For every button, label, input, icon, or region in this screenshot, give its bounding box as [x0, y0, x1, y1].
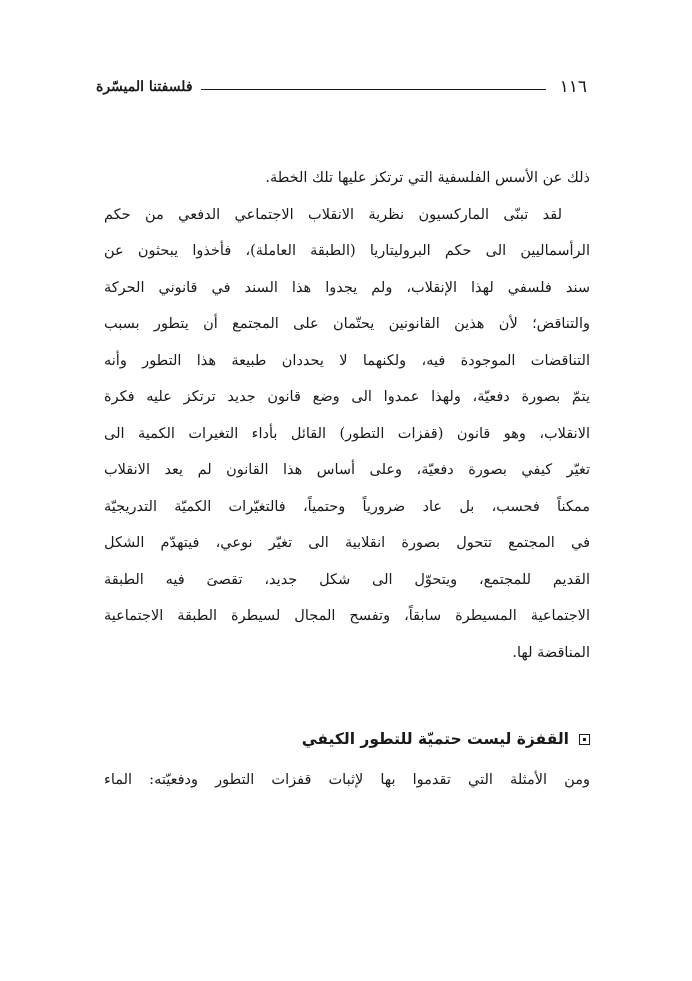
text-line: الانقلاب، وهو قانون (قفزات التطور) القائل بأداء التغيرات الكمية الى: [104, 425, 590, 442]
page-header: [96, 74, 587, 100]
running-title: فلسفتنا الميسّرة: [96, 79, 193, 95]
text-line: القديم للمجتمع، ويتحوّل الى شكل جديد، تقصىَ فيه الطبقة: [104, 571, 590, 588]
text-line: الاجتماعية المسيطرة سابقاً، وتفسح المجال لسيطرة الطبقة الاجتماعية: [104, 608, 590, 624]
header-rule: [201, 89, 546, 90]
text-line: يتمّ بصورة دفعيّة، ولهذا عمدوا الى وضع قانون جديد ترتكز عليه فكرة: [104, 389, 590, 405]
text-line: التناقضات الموجودة فيه، ولكنهما لا يحددان طبيعة هذا التطور وأنه: [104, 352, 590, 369]
text-line: لقد تبنّى الماركسيون نظرية الانقلاب الاجتماعي الدفعي من حكم: [104, 206, 562, 223]
text-line: ومن الأمثلة التي تقدموا بها لإثبات قفزات التطور ودفعيّته: الماء: [104, 772, 590, 788]
text-line: الرأسماليين الى حكم البروليتاريا (الطبقة العاملة)، فأخذوا يبحثون عن: [104, 243, 590, 259]
body-text: [104, 160, 590, 671]
text-line: ممكناً فحسب، بل عاد ضرورياً وحتمياً، فالتغيّرات الكميّة التدريجيّة: [104, 498, 590, 515]
text-line: والتناقض؛ لأن هذين القانونين يحتّمان على المجتمع أن يتطور بسبب: [104, 316, 590, 332]
text-line: ذلك عن الأسس الفلسفية التي ترتكز عليها تلك الخطة.: [265, 170, 590, 186]
text-line: تغيّر كيفي بصورة دفعيّة، وعلى أساس هذا القانون لم يعد الانقلاب: [104, 462, 590, 478]
text-line: في المجتمع تتحول بصورة انقلابية الى تغيّر نوعي، فيتهدّم الشكل: [104, 535, 590, 551]
square-bullet-icon: [579, 734, 590, 745]
section-heading-text: القفزة ليست حتميّة للتطور الكيفي: [301, 730, 569, 748]
section-heading: [110, 730, 590, 748]
text-line: المناقضة لها.: [512, 644, 590, 661]
section-first-line: [104, 762, 590, 799]
page-number: ١١٦: [559, 77, 587, 97]
text-line: سند فلسفي لهذا الإنقلاب، ولم يجدوا هذا السند في قانوني الحركة: [104, 279, 590, 296]
